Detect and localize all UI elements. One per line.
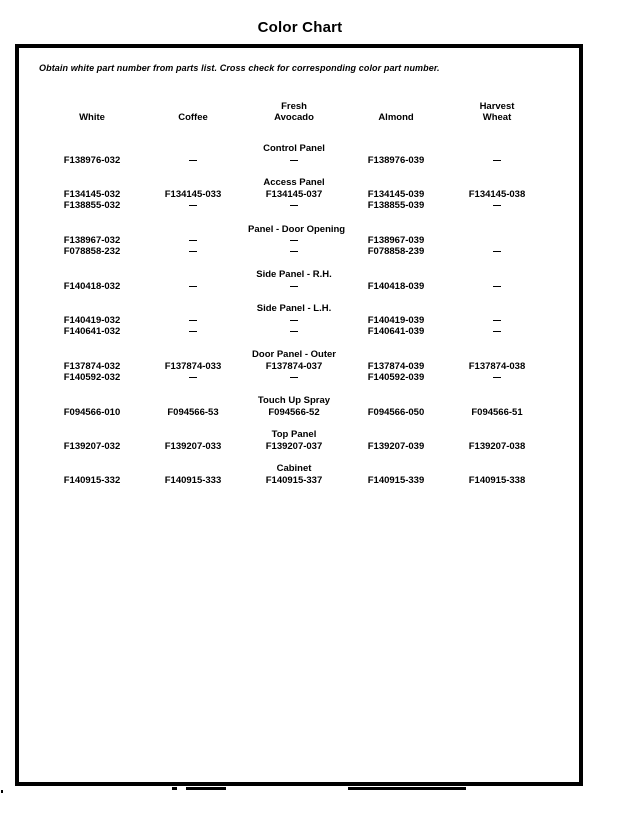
- part-number-cell: F140915-339: [367, 475, 425, 486]
- empty-dash-cell: [147, 315, 239, 326]
- part-number-cell: F138976-032: [63, 155, 121, 166]
- empty-dash-cell: [147, 281, 239, 292]
- dash-mark: [189, 240, 197, 241]
- part-number-cell: F094566-010: [63, 407, 121, 418]
- empty-dash-cell: [248, 281, 340, 292]
- empty-dash-cell: [248, 155, 340, 166]
- page-title: Color Chart: [257, 19, 343, 36]
- column-header-almond: [350, 97, 442, 123]
- dash-mark: [290, 205, 298, 206]
- empty-dash-cell: [451, 372, 543, 383]
- part-number-cell: F139207-039: [367, 441, 425, 452]
- part-number-cell: F134145-033: [164, 189, 222, 200]
- scan-artifact: [186, 787, 226, 790]
- empty-dash-cell: [451, 315, 543, 326]
- section-title: Cabinet: [276, 463, 312, 474]
- section-title: Top Panel: [271, 429, 317, 440]
- empty-dash-cell: [248, 372, 340, 383]
- empty-dash-cell: [147, 235, 239, 246]
- part-number-cell: F140418-039: [367, 281, 425, 292]
- dash-mark: [290, 331, 298, 332]
- empty-dash-cell: [451, 326, 543, 337]
- dash-mark: [290, 240, 298, 241]
- column-header-line2: Almond: [378, 112, 414, 123]
- section-title: Panel - Door Opening: [248, 224, 346, 235]
- dash-mark: [493, 160, 501, 161]
- part-number-cell: F139207-033: [164, 441, 222, 452]
- dash-mark: [493, 286, 501, 287]
- column-header-line2: Avocado: [274, 112, 314, 123]
- empty-dash-cell: [248, 235, 340, 246]
- part-number-cell: F134145-039: [367, 189, 425, 200]
- scan-artifact: [348, 787, 466, 790]
- dash-mark: [290, 320, 298, 321]
- part-number-cell: F137874-038: [468, 361, 526, 372]
- empty-dash-cell: [147, 200, 239, 211]
- part-number-cell: F140915-337: [265, 475, 323, 486]
- part-number-cell: F140915-338: [468, 475, 526, 486]
- column-header-line1: Fresh: [281, 101, 307, 112]
- empty-dash-cell: [147, 246, 239, 257]
- scan-artifact: [1, 790, 3, 793]
- dash-mark: [189, 286, 197, 287]
- empty-dash-cell: [147, 326, 239, 337]
- part-number-cell: F139207-032: [63, 441, 121, 452]
- part-number-cell: F139207-037: [265, 441, 323, 452]
- dash-mark: [493, 377, 501, 378]
- part-number-cell: F140592-039: [367, 372, 425, 383]
- part-number-cell: F140915-332: [63, 475, 121, 486]
- dash-mark: [189, 320, 197, 321]
- dash-mark: [493, 331, 501, 332]
- section-title: Side Panel - L.H.: [256, 303, 332, 314]
- empty-dash-cell: [451, 155, 543, 166]
- empty-dash-cell: [451, 281, 543, 292]
- section-title: Touch Up Spray: [257, 395, 331, 406]
- part-number-cell: F138976-039: [367, 155, 425, 166]
- dash-mark: [493, 205, 501, 206]
- section-title: Control Panel: [263, 143, 325, 154]
- part-number-cell: F138855-039: [367, 200, 425, 211]
- dash-mark: [189, 331, 197, 332]
- part-number-cell: F137874-033: [164, 361, 222, 372]
- part-number-cell: F140641-032: [63, 326, 121, 337]
- part-number-cell: F137874-032: [63, 361, 121, 372]
- column-header-line2: Coffee: [178, 112, 208, 123]
- empty-dash-cell: [248, 315, 340, 326]
- part-number-cell: F138967-039: [367, 235, 425, 246]
- dash-mark: [189, 251, 197, 252]
- scan-artifact: [172, 787, 177, 790]
- part-number-cell: F140592-032: [63, 372, 121, 383]
- part-number-cell: F140418-032: [63, 281, 121, 292]
- empty-dash-cell: [451, 246, 543, 257]
- section-title: Door Panel - Outer: [252, 349, 336, 360]
- column-header-coffee: [147, 97, 239, 123]
- part-number-cell: F134145-038: [468, 189, 526, 200]
- part-number-cell: F138855-032: [63, 200, 121, 211]
- part-number-cell: F137874-037: [265, 361, 323, 372]
- dash-mark: [290, 251, 298, 252]
- empty-dash-cell: [147, 155, 239, 166]
- part-number-cell: F140641-039: [367, 326, 425, 337]
- column-header-fresh-avocado: [248, 97, 340, 123]
- dash-mark: [189, 205, 197, 206]
- column-header-white: [46, 97, 138, 123]
- empty-dash-cell: [248, 326, 340, 337]
- part-number-cell: F094566-51: [471, 407, 523, 418]
- instruction-text: Obtain white part number from parts list. Cross check for corresponding color part number.: [39, 63, 440, 73]
- part-number-cell: F134145-037: [265, 189, 323, 200]
- dash-mark: [290, 286, 298, 287]
- dash-mark: [290, 377, 298, 378]
- part-number-cell: F094566-050: [367, 407, 425, 418]
- part-number-cell: F140419-032: [63, 315, 121, 326]
- dash-mark: [493, 320, 501, 321]
- section-title: Side Panel - R.H.: [256, 269, 332, 280]
- part-number-cell: F138967-032: [63, 235, 121, 246]
- column-header-line2: Wheat: [482, 112, 512, 123]
- part-number-cell: F140419-039: [367, 315, 425, 326]
- column-header-harvest-wheat: [451, 97, 543, 123]
- dash-mark: [189, 377, 197, 378]
- part-number-cell: F078858-239: [367, 246, 425, 257]
- column-header-line2: White: [79, 112, 105, 123]
- part-number-cell: F139207-038: [468, 441, 526, 452]
- part-number-cell: F094566-52: [268, 407, 320, 418]
- column-header-line1: Harvest: [479, 101, 515, 112]
- part-number-cell: F078858-232: [63, 246, 121, 257]
- empty-dash-cell: [248, 246, 340, 257]
- part-number-cell: F094566-53: [167, 407, 219, 418]
- empty-dash-cell: [451, 200, 543, 211]
- empty-dash-cell: [147, 372, 239, 383]
- part-number-cell: F134145-032: [63, 189, 121, 200]
- dash-mark: [290, 160, 298, 161]
- part-number-cell: F140915-333: [164, 475, 222, 486]
- dash-mark: [493, 251, 501, 252]
- empty-dash-cell: [248, 200, 340, 211]
- part-number-cell: F137874-039: [367, 361, 425, 372]
- section-title: Access Panel: [263, 177, 325, 188]
- dash-mark: [189, 160, 197, 161]
